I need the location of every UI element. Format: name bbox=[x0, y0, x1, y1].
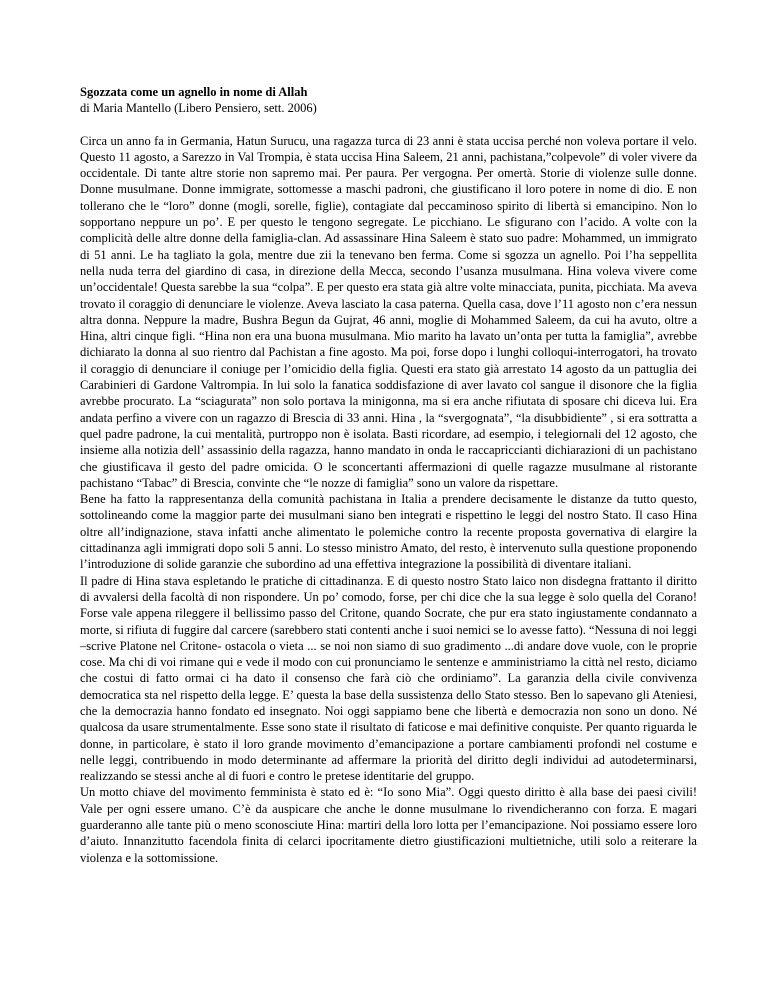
paragraph-3: Il padre di Hina stava espletando le pratiche di cittadinanza. E di questo nostro Stato laico non disdegna frattanto il diritto di avvalersi della facoltà di non rispondere. Un po’ comodo, forse, per chi dice che la sua legge è solo quella del Corano! Forse vale appena rileggere il bellissimo passo del Critone, quando Socrate, che pur era stato ingiustamente condannato a morte, si rifiuta di fuggire dal carcere (sarebbero stati contenti anche i suoi nemici se lo avesse fatto). “Nessuna di noi leggi –scrive Platone nel Critone- ostacola o vieta ... se noi non siamo di suo gradimento ...di andare dove vuole, con le proprie cose. Ma chi di voi rimane qui e vede il modo con cui pronunciamo le sentenze e amministriamo la città nel resto, diciamo che costui di fatto ormai ci ha dato il consenso che farà ciò che ordiniamo”. La garanzia della civile convivenza democratica sta nel rispetto della legge. E’ questa la base della sussistenza dello Stato stesso. Ben lo sapevano gli Ateniesi, che la democrazia hanno fondato ed insegnato. Noi oggi sappiamo bene che libertà e democrazia non sono un dono. Né qualcosa da usare strumentalmente. Esse sono state il risultato di faticose e mai definitive conquiste. Per quanto riguarda le donne, in particolare, è stato il loro grande movimento d’emancipazione a portare cambiamenti profondi nel costume e nelle leggi, contribuendo in modo determinante ad affermare la priorità del diritto degli individui ad autodeterminarsi, realizzando se stessi anche al di fuori e contro le pretese identitarie del gruppo. bbox=[80, 573, 697, 784]
article-byline: di Maria Mantello (Libero Pensiero, sett. 2006) bbox=[80, 101, 317, 116]
paragraph-2: Bene ha fatto la rappresentanza della comunità pachistana in Italia a prendere decisamente le distanze da tutto questo, sottolineando come la maggior parte dei musulmani siano ben integrati e rispettino le leggi del nostro Stato. Il caso Hina oltre all’indignazione, stava infatti anche alimentato le polemiche contro la recente proposta governativa di elargire la cittadinanza agli immigrati dopo soli 5 anni. Lo stesso ministro Amato, del resto, è intervenuto sulla questione proponendo l’introduzione di solide garanzie che subordino ad una effettiva integrazione la possibilità di diventare italiani. bbox=[80, 492, 697, 572]
paragraph-1: Circa un anno fa in Germania, Hatun Surucu, una ragazza turca di 23 anni è stata uccisa perché non voleva portare il velo. Questo 11 agosto, a Sarezzo in Val Trompia, è stata uccisa Hina Saleem, 21 anni, pachistana,”colpevole” di voler vivere da occidentale. Di tante altre storie non sapremo mai. Per paura. Per vergogna. Per omertà. Storie di violenze sulle donne. Donne musulmane. Donne immigrate, sottomesse a maschi padroni, che giustificano il loro potere in nome di dio. E non tollerano che le “loro” donne (mogli, sorelle, figlie), contagiate dal peccaminoso spirito di libertà si emancipino. Non lo sopportano neppure un po’. E per questo le tengono segregate. Le picchiano. Le sfigurano con l’acido. A volte con la complicità delle altre donne della famiglia-clan. Ad assassinare Hina Saleem è stato suo padre: Mohammed, un immigrato di 51 anni. Le ha tagliato la gola, mentre due zii la tenevano ben ferma. Come si sgozza un agnello. Poi l’ha seppellita nella nuda terra del giardino di casa, in direzione della Mecca, secondo l’usanza musulmana. Hina voleva vivere come un’occidentale! Questa sarebbe la sua “colpa”. E per questo era stata già altre volte minacciata, punita, picchiata. Ma aveva trovato il coraggio di denunciare le violenze. Aveva lasciato la casa paterna. Quella casa, dove l’11 agosto non c’era nessun altra donna. Neppure la madre, Bushra Begun da Gujrat, 46 anni, moglie di Mohammed Saleem, da cui ha avuto, oltre a Hina, altri cinque figli. “Hina non era una buona musulmana. Mio marito ha lavato un’onta per tutta la famiglia”, avrebbe dichiarato la donna al suo rientro dal Pachistan a fine agosto. Ma poi, forse dopo i lunghi colloqui-interrogatori, ha trovato il coraggio di denunciare il coniuge per l’omicidio della figlia. Questi era stato già arrestato 14 agosto da un pattuglia dei Carabinieri di Gardone Valtrompia. In lui solo la fanatica soddisfazione di aver lavato col sangue il disonore che la figlia avrebbe procurato. La “sciagurata” non solo portava la minigonna, ma si era anche rifiutata di sposare chi diceva lui. Era andata perfino a vivere con un ragazzo di Brescia di 33 anni. Hina , la “svergognata”, “la disubbidiente” , si era sottratta a quel padre padrone, la cui mentalità, purtroppo non è isolata. Basti ricordare, ad esempio, i telegiornali del 12 agosto, che insieme alla notizia dell’ assassinio della ragazza, hanno mandato in onda le raccapriccianti dichiarazioni di un pachistano che giustificava il gesto del padre omicida. O le sconcertanti affermazioni di quelle ragazze musulmane al ristorante pachistano “Tabac” di Brescia, convinte che “le nozze di famiglia” sono un valore da rispettare. bbox=[80, 133, 697, 490]
article-title: Sgozzata come un agnello in nome di Allah bbox=[80, 85, 308, 99]
document-page bbox=[80, 84, 697, 866]
paragraph-4: Un motto chiave del movimento femminista è stato ed è: “Io sono Mia”. Oggi questo diritto è alla base dei paesi civili! Vale per ogni essere umano. C’è da auspicare che anche le donne musulmane lo rivendicheranno con forza. E magari guarderanno alle tante più o meno sconosciute Hina: martiri della loro lotta per l’emancipazione. Noi possiamo essere loro d’aiuto. Innanzitutto facendola finita di celarci ipocritamente dietro giustificazioni multietniche, utili solo a reiterare la violenza e la sottomissione. bbox=[80, 785, 697, 865]
